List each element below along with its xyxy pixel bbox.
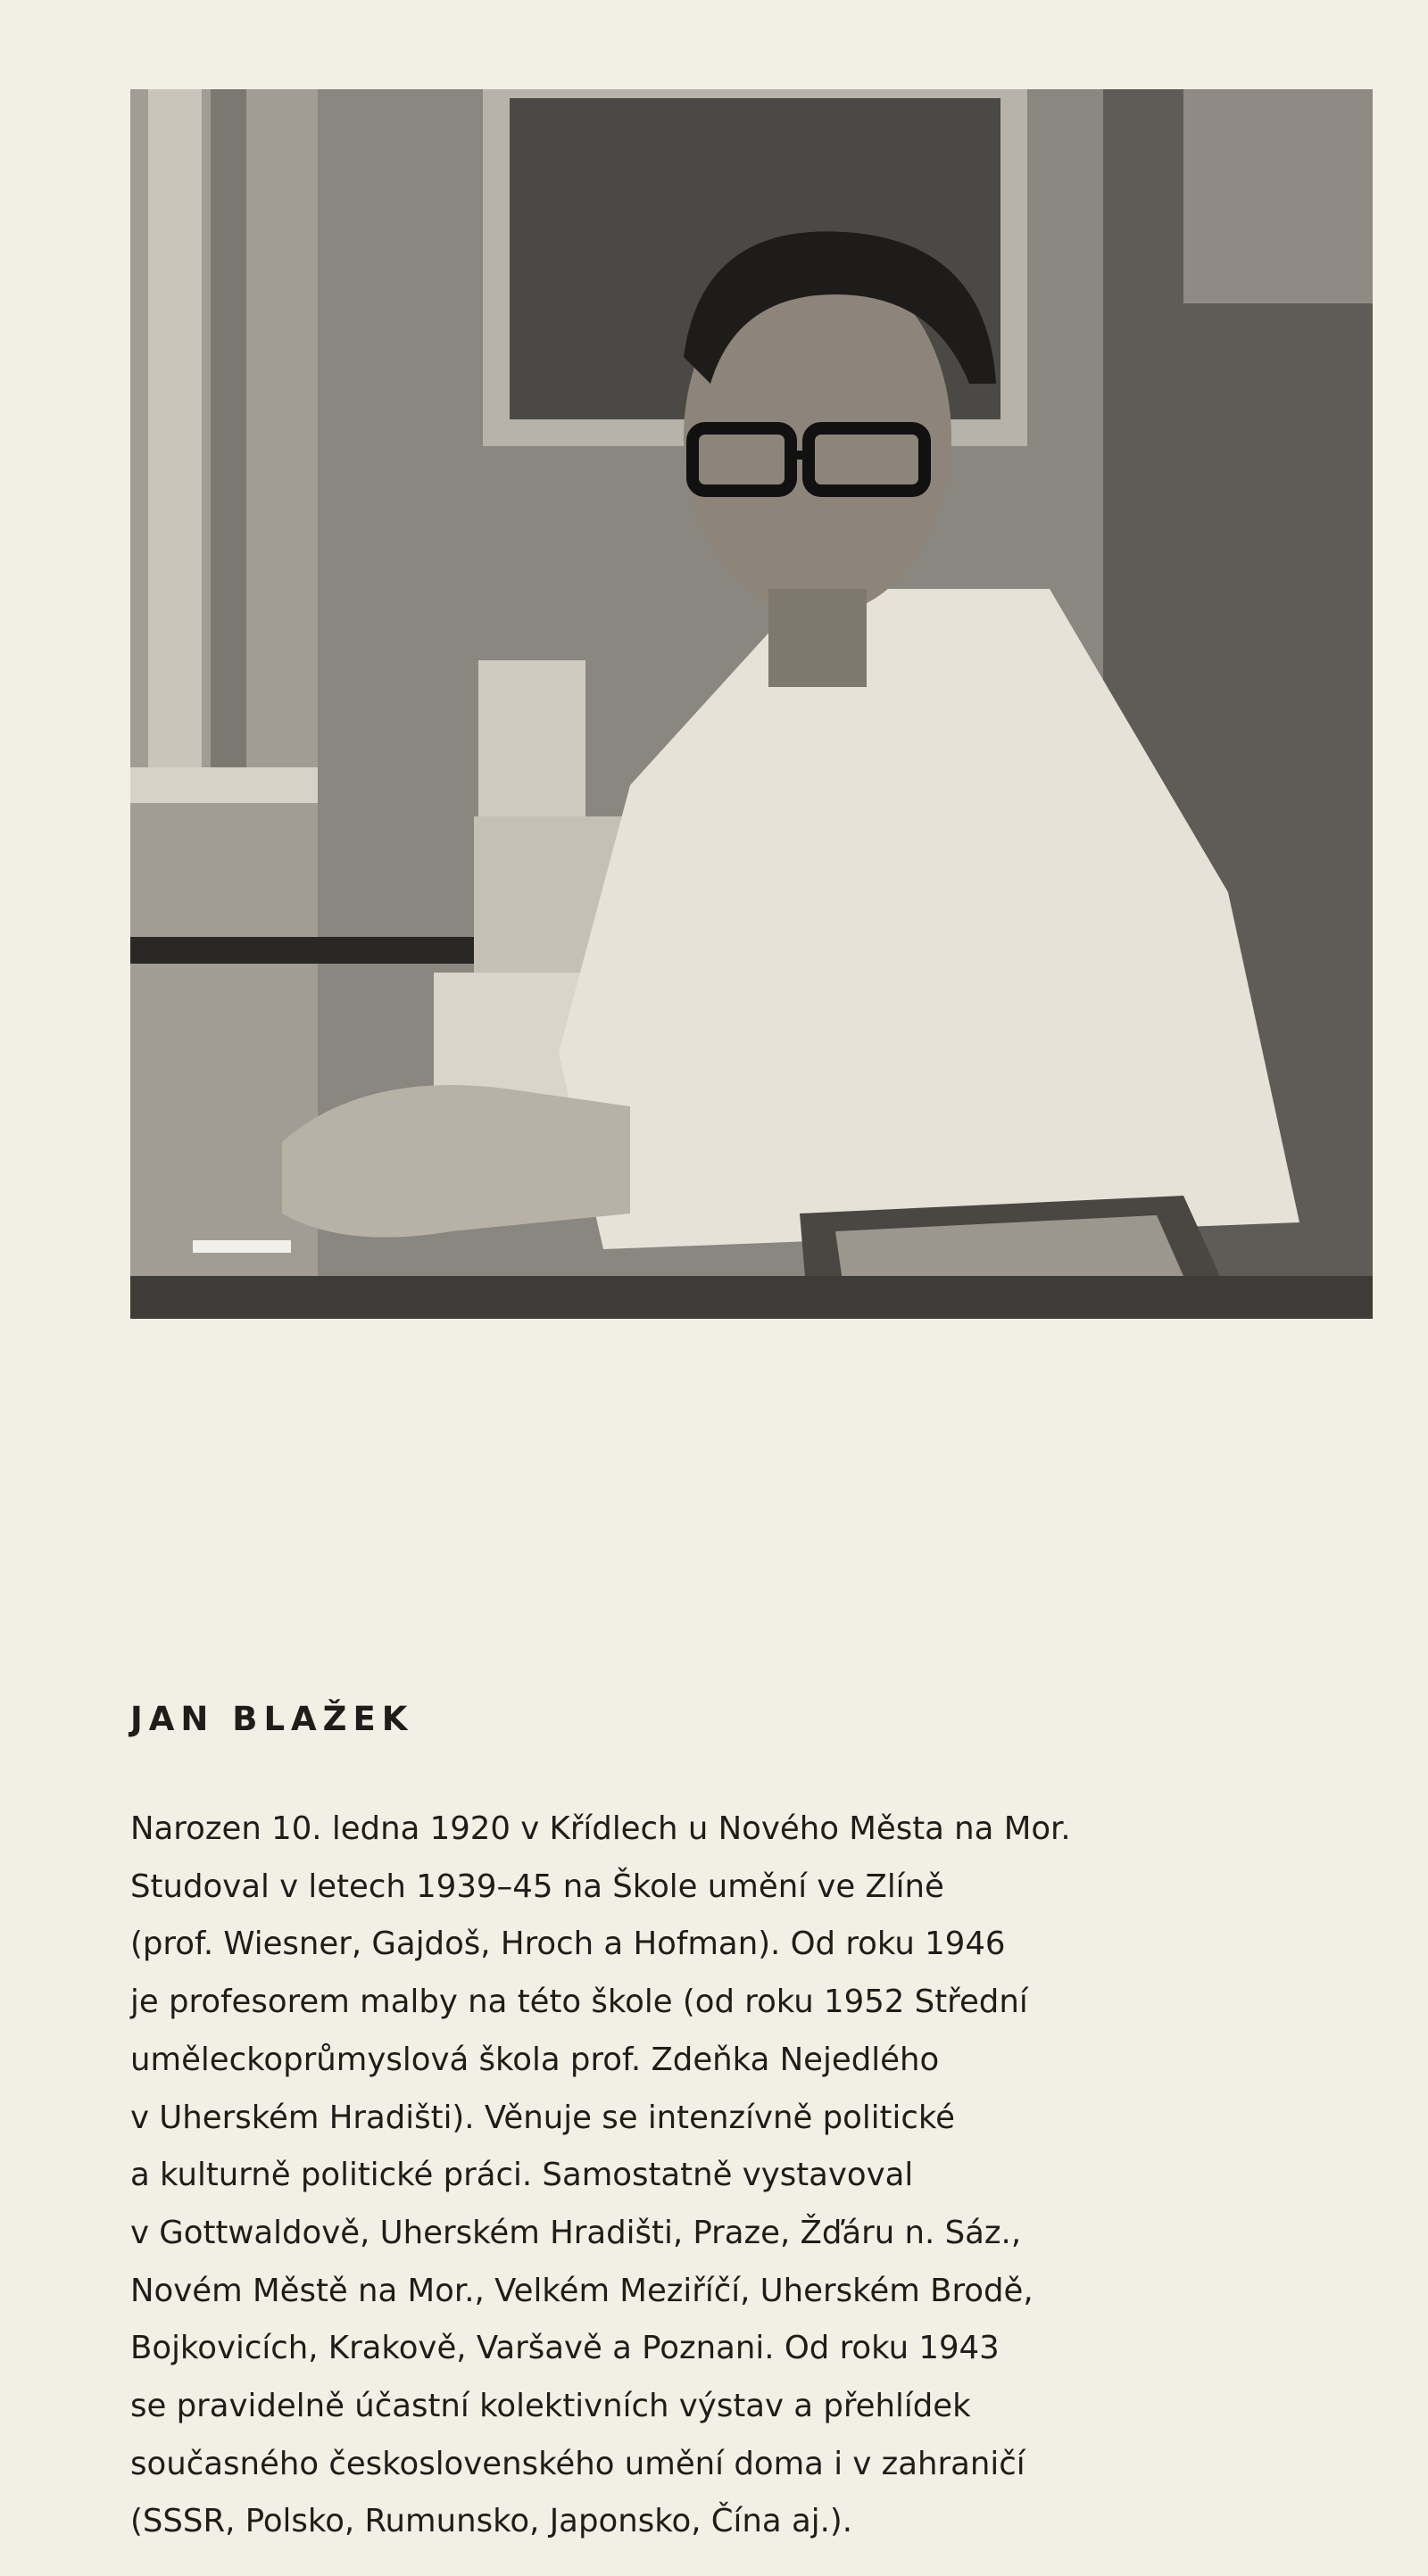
bio-line: uměleckoprůmyslová škola prof. Zdeňka Nejedlého: [130, 2041, 940, 2078]
author-name-heading: JAN BLAŽEK: [130, 1700, 414, 1738]
bio-line: Narozen 10. ledna 1920 v Křídlech u Nového Města na Mor.: [130, 1810, 1071, 1847]
bio-line: současného československého umění doma i v zahraničí: [130, 2445, 1025, 2482]
bio-line: (prof. Wiesner, Gajdoš, Hroch a Hofman). Od roku 1946: [130, 1926, 1006, 1963]
bio-line: a kulturně politické práci. Samostatně vystavoval: [130, 2157, 914, 2194]
portrait-photo-icon: [130, 89, 1373, 1319]
portrait-photo: [130, 89, 1373, 1319]
bio-line: Studoval v letech 1939–45 na Škole umění ve Zlíně: [130, 1868, 944, 1905]
bio-line: v Gottwaldově, Uherském Hradišti, Praze, Žďáru n. Sáz.,: [130, 2214, 1022, 2251]
bio-line: Bojkovicích, Krakově, Varšavě a Poznani. Od roku 1943: [130, 2330, 1000, 2367]
bio-line: Novém Městě na Mor., Velkém Meziříčí, Uherském Brodě,: [130, 2272, 1034, 2309]
bio-line: se pravidelně účastní kolektivních výstav a přehlídek: [130, 2388, 971, 2425]
bio-line: (SSSR, Polsko, Rumunsko, Japonsko, Čína aj.).: [130, 2503, 852, 2540]
biography-text: [130, 1801, 1264, 2551]
bio-line: v Uherském Hradišti). Věnuje se intenzívně politické: [130, 2099, 955, 2136]
bio-line: je profesorem malby na této škole (od roku 1952 Střední: [130, 1984, 1028, 2021]
